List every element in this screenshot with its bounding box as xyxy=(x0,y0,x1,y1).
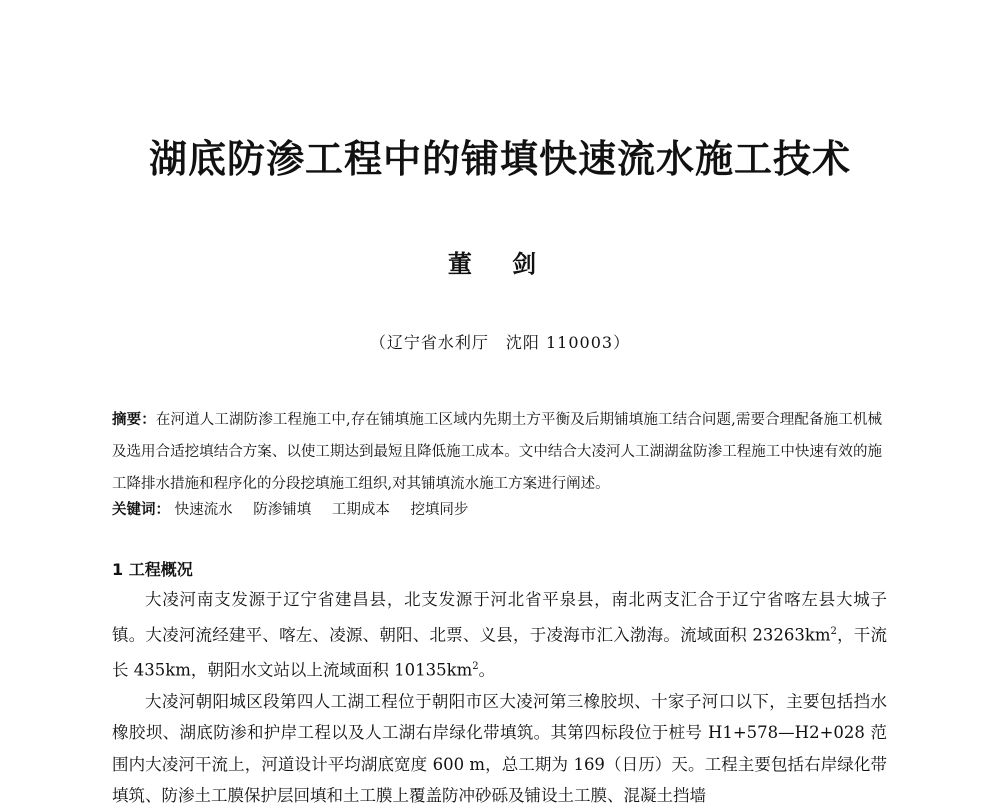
abstract xyxy=(112,404,882,500)
keyword: 挖填同步 xyxy=(410,502,469,518)
keyword: 工期成本 xyxy=(331,502,390,518)
paragraph-text: 大凌河南支发源于辽宁省建昌县，北支发源于河北省平泉县，南北两支汇合于辽宁省喀左县大城子镇。大凌河流经建平、喀左、凌源、朝阳、北票、义县，于凌海市汇入渤海。流域面积 23263km xyxy=(112,590,887,644)
author-name: 董 剑 xyxy=(447,249,553,278)
author-affiliation: （辽宁省水利厅 沈阳 110003） xyxy=(369,333,631,352)
keywords-label: 关键词： xyxy=(112,502,170,518)
section-heading: 1 工程概况 xyxy=(112,560,193,579)
keyword: 快速流水 xyxy=(174,502,233,518)
superscript: 2 xyxy=(472,660,479,672)
superscript: 2 xyxy=(830,625,837,637)
keywords xyxy=(112,498,882,522)
keyword: 防渗铺填 xyxy=(253,502,312,518)
paragraph: 大凌河朝阳城区段第四人工湖工程位于朝阳市区大凌河第三橡胶坝、十家子河口以下，主要包括挡水橡胶坝、湖底防渗和护岸工程以及人工湖右岸绿化带填筑。其第四标段位于桩号 H1+578—H2+028 范围内大凌河干流上，河道设计平均湖底宽度 600 m，总工期为 169（日历）天。工程主要包括右岸绿化带填筑、防渗土工膜保护层回填和土工膜上覆盖防冲砂砾及铺设土工膜、混凝土挡墙 xyxy=(112,691,887,805)
paragraph-text: 。 xyxy=(478,660,496,679)
paragraph xyxy=(112,584,887,686)
body-text xyxy=(112,584,887,812)
abstract-text: 在河道人工湖防渗工程施工中,存在铺填施工区域内先期土方平衡及后期铺填施工结合问题,需要合理配备施工机械及选用合适挖填结合方案、以使工期达到最短且降低施工成本。文中结合大凌河人工湖湖盆防渗工程施工中快速有效的施工降排水措施和程序化的分段挖填施工组织,对其铺填流水施工方案进行阐述。 xyxy=(112,412,883,492)
paper-title: 湖底防渗工程中的铺填快速流水施工技术 xyxy=(148,137,851,181)
paragraph-text: ，干流长 435km，朝阳水文站以上流域面积 10135km xyxy=(112,625,887,679)
abstract-label: 摘要： xyxy=(112,412,156,428)
